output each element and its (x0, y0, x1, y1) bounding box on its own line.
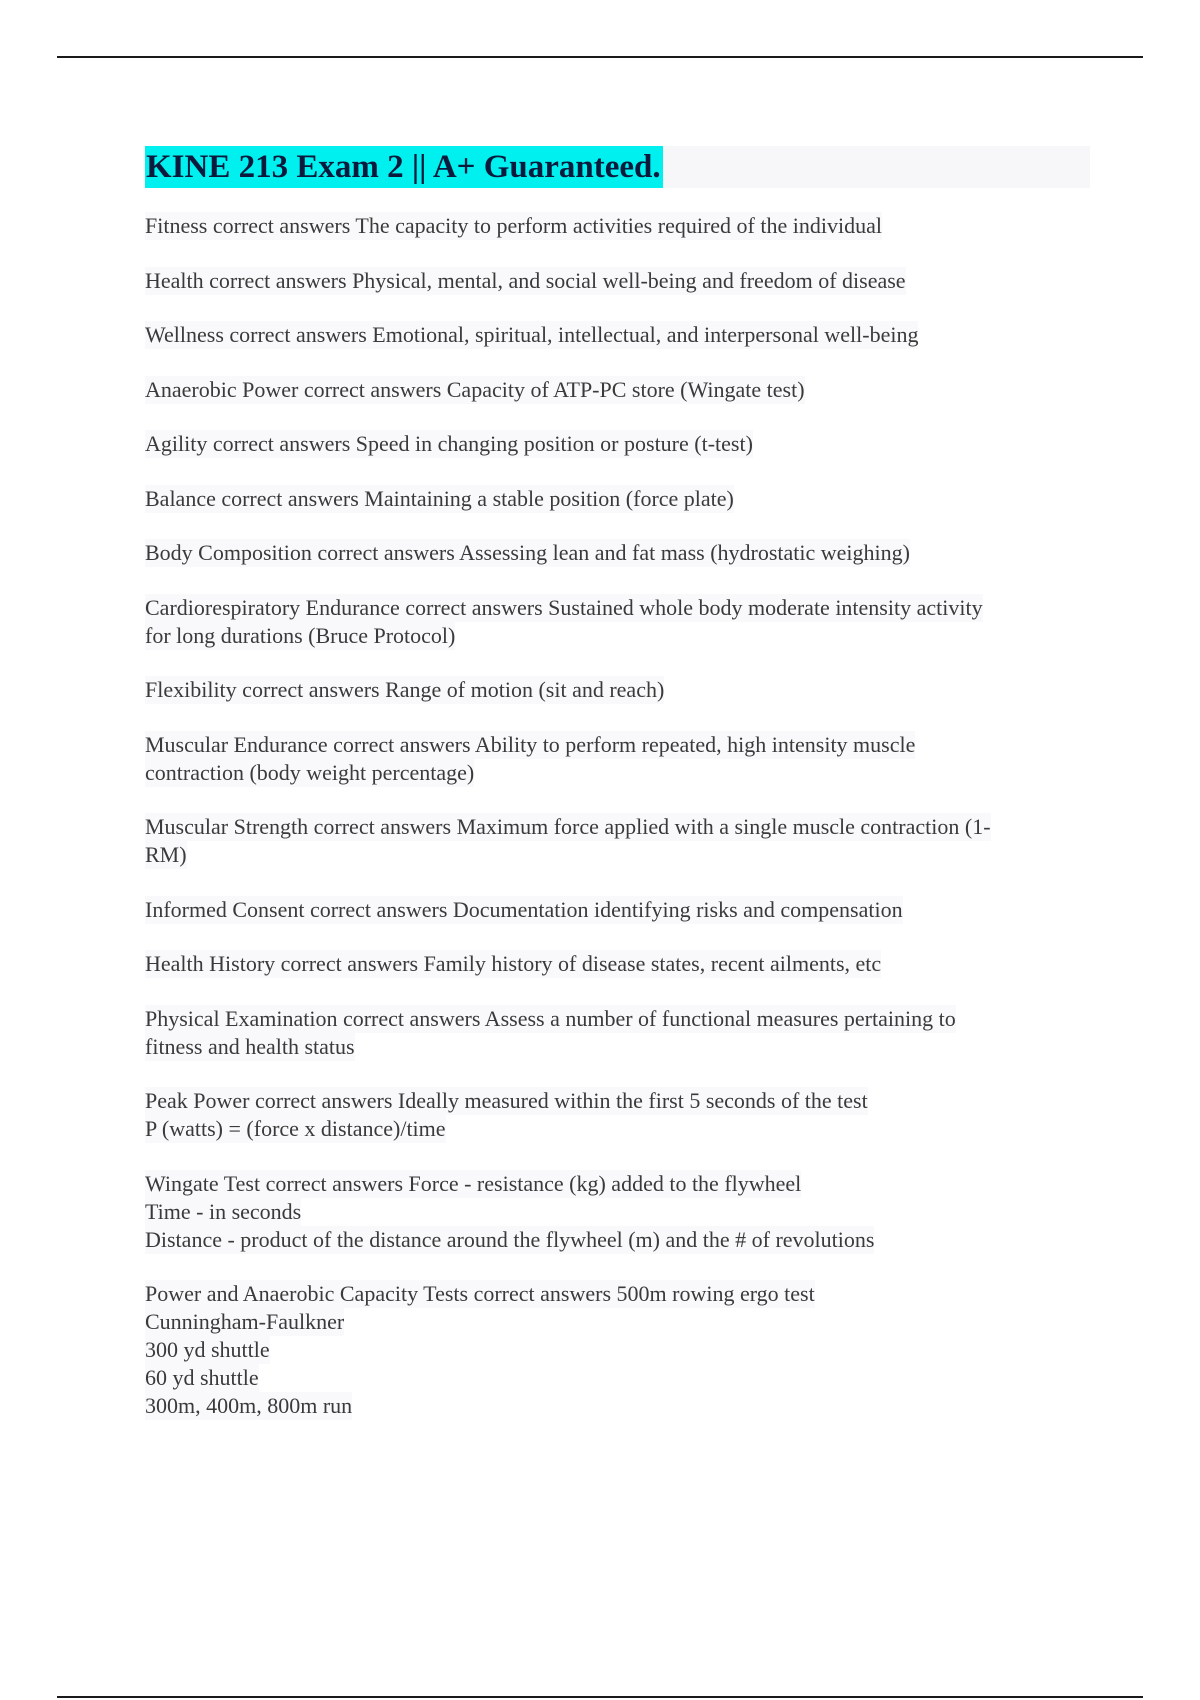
bottom-rule (57, 1696, 1143, 1698)
entry-line: Wingate Test correct answers Force - resistance (kg) added to the flywheel (145, 1170, 802, 1196)
entry-line: Wellness correct answers Emotional, spiritual, intellectual, and interpersonal well-being (145, 322, 919, 347)
entry-line: fitness and health status (145, 1033, 355, 1059)
entry (145, 212, 1090, 240)
entry-line: Muscular Endurance correct answers Ability to perform repeated, high intensity muscle (145, 731, 916, 757)
entry-list (145, 212, 1090, 1420)
entry-line: Muscular Strength correct answers Maximum force applied with a single muscle contraction (1- (145, 814, 991, 839)
entry (145, 676, 1090, 704)
entry-line: Health History correct answers Family history of disease states, recent ailments, etc (145, 951, 882, 976)
entry (145, 267, 1090, 295)
entry (145, 430, 1090, 458)
entry-line: Anaerobic Power correct answers Capacity of ATP-PC store (Wingate test) (145, 376, 805, 402)
entry-line: Cardiorespiratory Endurance correct answers Sustained whole body moderate intensity activity (145, 594, 983, 620)
top-rule (57, 56, 1143, 58)
entry-line: Flexibility correct answers Range of motion (sit and reach) (145, 677, 665, 702)
entry (145, 1005, 1090, 1061)
entry-line: contraction (body weight percentage) (145, 759, 475, 785)
entry-line: Fitness correct answers The capacity to perform activities required of the individual (145, 213, 882, 238)
entry (145, 539, 1090, 567)
entry-line: Physical Examination correct answers Assess a number of functional measures pertaining to (145, 1005, 956, 1031)
entry-line: Informed Consent correct answers Documentation identifying risks and compensation (145, 896, 903, 922)
title-band (145, 146, 1090, 188)
document-title: KINE 213 Exam 2 || A+ Guaranteed. (145, 146, 663, 188)
entry (145, 1087, 1090, 1143)
entry-line: Cunningham-Faulkner (145, 1309, 345, 1334)
entry-line: Distance - product of the distance around the flywheel (m) and the # of revolutions (145, 1226, 875, 1252)
entry (145, 731, 1090, 787)
entry (145, 1280, 1090, 1420)
entry (145, 896, 1090, 924)
entry (145, 485, 1090, 513)
entry (145, 950, 1090, 978)
entry-line: 300m, 400m, 800m run (145, 1393, 353, 1418)
entry-line: Agility correct answers Speed in changing position or posture (t-test) (145, 431, 753, 456)
entry (145, 1170, 1090, 1254)
entry-line: for long durations (Bruce Protocol) (145, 622, 456, 648)
entry-line: Body Composition correct answers Assessing lean and fat mass (hydrostatic weighing) (145, 540, 910, 565)
entry-line: Health correct answers Physical, mental, and social well-being and freedom of disease (145, 267, 906, 293)
entry-line: RM) (145, 842, 187, 867)
entry-line: Time - in seconds (145, 1198, 302, 1224)
entry-line: Power and Anaerobic Capacity Tests correct answers 500m rowing ergo test (145, 1281, 815, 1306)
entry-line: Peak Power correct answers Ideally measured within the first 5 seconds of the test (145, 1088, 868, 1113)
entry (145, 321, 1090, 349)
document-body (145, 146, 1090, 1447)
entry-line: Balance correct answers Maintaining a stable position (force plate) (145, 485, 734, 511)
entry-line: 300 yd shuttle (145, 1337, 270, 1362)
entry (145, 594, 1090, 650)
entry-line: P (watts) = (force x distance)/time (145, 1116, 446, 1141)
entry (145, 376, 1090, 404)
entry-line: 60 yd shuttle (145, 1365, 259, 1390)
entry (145, 813, 1090, 869)
